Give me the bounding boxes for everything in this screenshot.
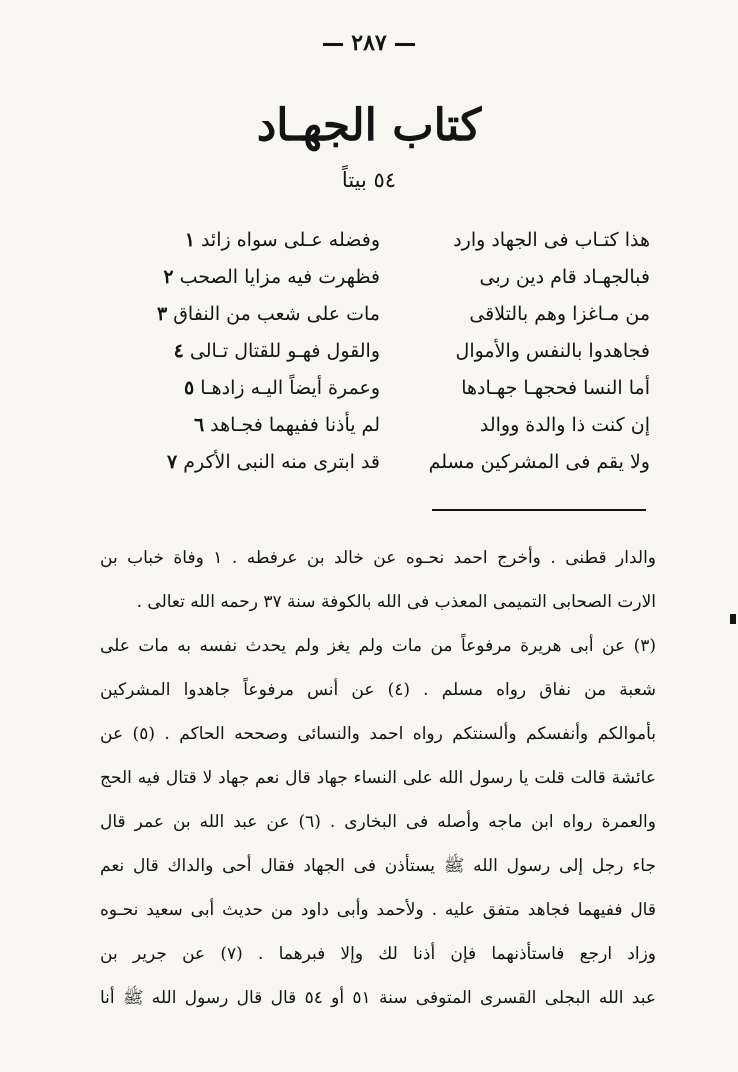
poem-hemistich-first: ولا يقم فى المشركين مسلم [428, 451, 650, 473]
verse-number: ١ [184, 229, 195, 251]
poem-line [130, 407, 650, 444]
poem-hemistich-second [130, 444, 380, 481]
poem-hemistich-second [130, 222, 380, 259]
footnote-line: جاء رجل إلى رسول الله ﷺ يستأذن فى الجهاد فقال أحى والداك قال نعم [100, 856, 656, 876]
poem-hemistich-second [130, 259, 380, 296]
poem-hemistich-first: فجاهدوا بالنفس والأموال [455, 340, 650, 362]
verse-number: ٤ [173, 340, 184, 362]
footnote-line: عائشة قالت قلت يا رسول الله على النساء جهاد قال نعم جهاد لا قتال فيه الحج [100, 768, 656, 788]
footnote-line: والعمرة رواه ابن ماجه وأصله فى البخارى . (٦) عن عبد الله بن عمر قال [100, 812, 656, 832]
footnote-line: قال ففيهما فجاهد متفق عليه . ولأحمد وأبى داود من حديث أبى سعيد نحـوه [100, 900, 656, 920]
poem-hemistich-first: هذا كتـاب فى الجهاد وارد [453, 229, 650, 251]
verse-number: ٣ [156, 303, 168, 325]
poem-line [130, 444, 650, 481]
poem-hemistich-second-text: قد ابترى منه النبى الأكرم [183, 451, 380, 473]
chapter-title: كتاب الجهـاد [256, 100, 482, 151]
page-number-dash-left [395, 43, 415, 46]
poem-line [130, 222, 650, 259]
poem-hemistich-second [130, 407, 380, 444]
page-number-text: ٢٨٧ [351, 30, 387, 56]
footnote-line: وزاد ارجع فاستأذنهما فإن أذنا لك وإلا فبرهما . (٧) عن جرير بن [100, 944, 656, 964]
footnote-line: والدار قطنى . وأخرج احمد نحـوه عن خالد بن عرفطه . ١ وفاة خباب بن [100, 548, 656, 568]
poem-hemistich-second-text: مات على شعب من النفاق [173, 303, 380, 325]
verse-number: ٢ [163, 266, 174, 288]
verse-number: ٦ [193, 414, 205, 436]
poem-hemistich-first: أما النسا فحجهـا جهـادها [461, 377, 650, 399]
poem-line [130, 259, 650, 296]
poem-line [130, 370, 650, 407]
poem-hemistich-second [130, 370, 380, 407]
poem-hemistich-first: من مـاغزا وهم بالتلاقى [469, 303, 650, 325]
footnote-line: الارت الصحابى التميمى المعذب فى الله بالكوفة سنة ٣٧ رحمه الله تعالى . [136, 592, 656, 612]
footnote-line: شعبة من نفاق رواه مسلم . (٤) عن أنس مرفوعاً جاهدوا المشركين [100, 680, 656, 700]
page-number-dash-right [323, 43, 343, 46]
verse-number: ٥ [184, 377, 195, 399]
poem-hemistich-second [130, 296, 380, 333]
poem [130, 222, 650, 481]
poem-hemistich-second-text: لم يأذنا ففيهما فجـاهد [210, 414, 380, 436]
poem-line [130, 333, 650, 370]
footnote-line: (٣) عن أبى هريرة مرفوعاً من مات ولم يغز ولم يحدث نفسه به مات على [100, 636, 656, 656]
poem-hemistich-second-text: وفضله عـلى سواه زائد [200, 229, 380, 251]
poem-hemistich-second [130, 333, 380, 370]
footnote-line: بأموالكم وأنفسكم وألسنتكم رواه احمد والنسائى وصححه الحاكم . (٥) عن [100, 724, 656, 744]
page-number [0, 30, 738, 56]
verse-number: ٧ [167, 451, 178, 473]
poem-hemistich-second-text: وعمرة أيضاً اليـه زادهـا [200, 377, 380, 399]
poem-hemistich-first: إن كنت ذا والدة ووالد [479, 414, 650, 436]
poem-hemistich-first: فبالجهـاد قام دين ربى [479, 266, 650, 288]
poem-line [130, 296, 650, 333]
footnotes [100, 536, 656, 1020]
footnote-divider [432, 509, 646, 511]
verse-count: ٥٤ بيتاً [341, 168, 397, 192]
poem-hemistich-second-text: والقول فهـو للقتال تـالى [189, 340, 380, 362]
margin-mark [730, 614, 736, 624]
poem-hemistich-second-text: فظهرت فيه مزايا الصحب [179, 266, 380, 288]
footnote-line: عبد الله البجلى القسرى المتوفى سنة ٥١ أو ٥٤ قال قال رسول الله ﷺ أنا [100, 988, 656, 1008]
